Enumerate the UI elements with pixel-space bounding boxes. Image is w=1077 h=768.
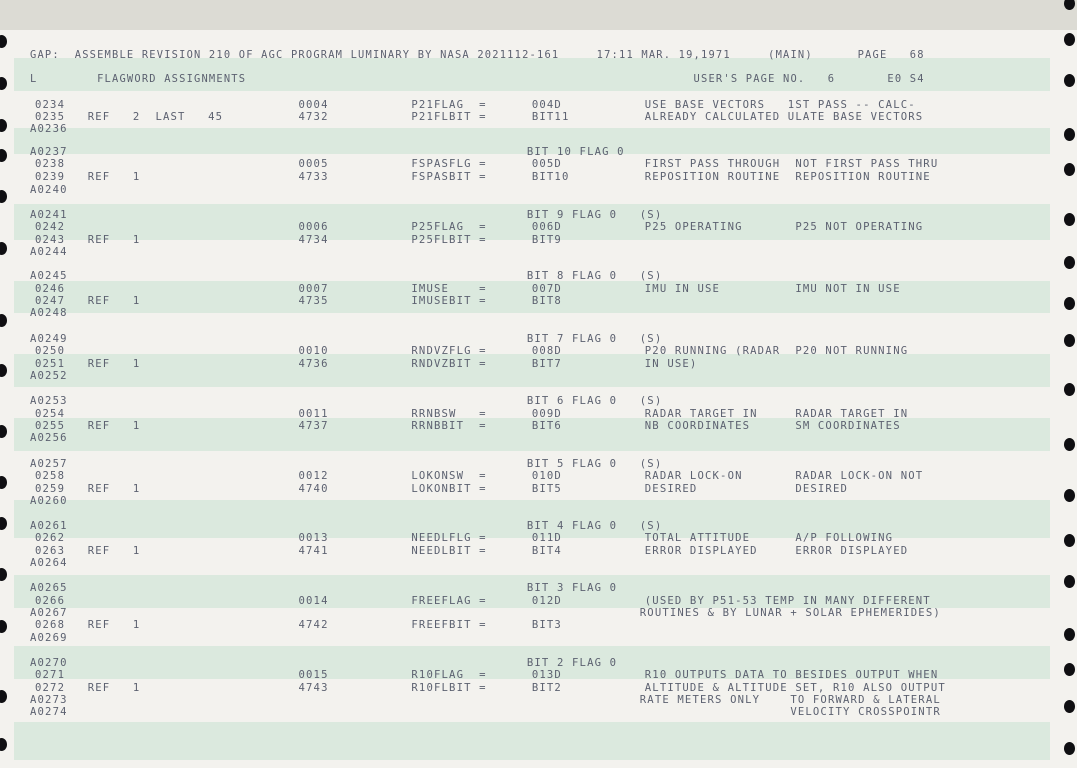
feed-hole-icon: [1064, 256, 1075, 269]
feed-hole-icon: [1064, 742, 1075, 755]
feed-hole-icon: [0, 242, 7, 255]
listing-line: A0237 BIT 10 FLAG 0: [30, 146, 625, 158]
listing-line: 0266 0014 FREEFLAG = 012D (USED BY P51-53 TEMP IN MANY DIFFERENT: [35, 595, 931, 607]
feed-hole-icon: [1064, 534, 1075, 547]
listing-line: A0240: [30, 184, 68, 196]
feed-hole-icon: [1064, 128, 1075, 141]
feed-hole-icon: [0, 35, 7, 48]
feed-hole-icon: [0, 425, 7, 438]
feed-hole-icon: [0, 620, 7, 633]
feed-hole-icon: [0, 517, 7, 530]
feed-hole-icon: [1064, 74, 1075, 87]
listing-line: A0270 BIT 2 FLAG 0: [30, 657, 618, 669]
listing-line: A0267 ROUTINES & BY LUNAR + SOLAR EPHEMERIDES): [30, 607, 941, 619]
listing-line: A0253 BIT 6 FLAG 0 (S): [30, 395, 663, 407]
feed-hole-icon: [0, 690, 7, 703]
listing-line: 0251 REF 1 4736 RNDVZBIT = BIT7 IN USE): [35, 358, 698, 370]
section-header: L FLAGWORD ASSIGNMENTS USER'S PAGE NO. 6 E0 S4: [30, 73, 925, 85]
listing-line: A0269: [30, 632, 68, 644]
listing-line: 0250 0010 RNDVZFLG = 008D P20 RUNNING (RADAR P20 NOT RUNNING: [35, 345, 909, 357]
feed-hole-icon: [0, 149, 7, 162]
listing-line: 0247 REF 1 4735 IMUSEBIT = BIT8: [35, 295, 562, 307]
feed-hole-icon: [1064, 334, 1075, 347]
listing-line: 0234 0004 P21FLAG = 004D USE BASE VECTORS 1ST PASS -- CALC-: [35, 99, 916, 111]
listing-line: 0258 0012 LOKONSW = 010D RADAR LOCK-ON RADAR LOCK-ON NOT: [35, 470, 924, 482]
green-bar: [14, 722, 1050, 760]
listing-line: 0263 REF 1 4741 NEEDLBIT = BIT4 ERROR DISPLAYED ERROR DISPLAYED: [35, 545, 909, 557]
listing-line: A0274 VELOCITY CROSSPOINTR: [30, 706, 941, 718]
listing-line: A0257 BIT 5 FLAG 0 (S): [30, 458, 663, 470]
listing-line: 0268 REF 1 4742 FREEFBIT = BIT3: [35, 619, 562, 631]
listing-line: A0252: [30, 370, 68, 382]
feed-hole-icon: [0, 190, 7, 203]
feed-hole-icon: [1064, 628, 1075, 641]
listing-line: A0256: [30, 432, 68, 444]
feed-hole-icon: [1064, 489, 1075, 502]
feed-hole-icon: [1064, 33, 1075, 46]
listing-line: A0248: [30, 307, 68, 319]
listing-line: 0262 0013 NEEDLFLG = 011D TOTAL ATTITUDE A/P FOLLOWING: [35, 532, 894, 544]
listing-line: 0255 REF 1 4737 RRNBBIT = BIT6 NB COORDINATES SM COORDINATES: [35, 420, 901, 432]
feed-hole-icon: [0, 738, 7, 751]
feed-hole-icon: [0, 119, 7, 132]
listing-line: A0249 BIT 7 FLAG 0 (S): [30, 333, 663, 345]
listing-line: A0241 BIT 9 FLAG 0 (S): [30, 209, 663, 221]
listing-line: 0272 REF 1 4743 R10FLBIT = BIT2 ALTITUDE & ALTITUDE SET, R10 ALSO OUTPUT: [35, 682, 946, 694]
feed-hole-icon: [1064, 700, 1075, 713]
feed-hole-icon: [1064, 575, 1075, 588]
listing-line: 0243 REF 1 4734 P25FLBIT = BIT9: [35, 234, 562, 246]
listing-line: 0254 0011 RRNBSW = 009D RADAR TARGET IN RADAR TARGET IN: [35, 408, 909, 420]
listing-line: A0245 BIT 8 FLAG 0 (S): [30, 270, 663, 282]
top-edge: [0, 0, 1077, 30]
feed-hole-icon: [1064, 438, 1075, 451]
feed-hole-icon: [1064, 663, 1075, 676]
feed-hole-icon: [0, 476, 7, 489]
feed-hole-icon: [0, 364, 7, 377]
listing-line: 0238 0005 FSPASFLG = 005D FIRST PASS THROUGH NOT FIRST PASS THRU: [35, 158, 939, 170]
feed-hole-icon: [0, 568, 7, 581]
listing-line: A0236: [30, 123, 68, 135]
listing-line: 0271 0015 R10FLAG = 013D R10 OUTPUTS DATA TO BESIDES OUTPUT WHEN: [35, 669, 939, 681]
listing-line: A0264: [30, 557, 68, 569]
feed-hole-icon: [0, 314, 7, 327]
feed-hole-icon: [0, 77, 7, 90]
feed-hole-icon: [1064, 383, 1075, 396]
feed-hole-icon: [1064, 297, 1075, 310]
listing-title: GAP: ASSEMBLE REVISION 210 OF AGC PROGRAM LUMINARY BY NASA 2021112-161 17:11 MAR. 19,1971 (MAIN) PAGE 68: [30, 49, 925, 61]
listing-line: 0242 0006 P25FLAG = 006D P25 OPERATING P25 NOT OPERATING: [35, 221, 924, 233]
feed-hole-icon: [1064, 163, 1075, 176]
listing-line: A0261 BIT 4 FLAG 0 (S): [30, 520, 663, 532]
listing-line: 0246 0007 IMUSE = 007D IMU IN USE IMU NOT IN USE: [35, 283, 901, 295]
listing-line: 0235 REF 2 LAST 45 4732 P21FLBIT = BIT11 ALREADY CALCULATED ULATE BASE VECTORS: [35, 111, 924, 123]
listing-line: A0265 BIT 3 FLAG 0: [30, 582, 618, 594]
listing-line: A0273 RATE METERS ONLY TO FORWARD & LATERAL: [30, 694, 941, 706]
feed-hole-icon: [1064, 213, 1075, 226]
listing-line: 0239 REF 1 4733 FSPASBIT = BIT10 REPOSITION ROUTINE REPOSITION ROUTINE: [35, 171, 931, 183]
listing-line: A0244: [30, 246, 68, 258]
listing-line: 0259 REF 1 4740 LOKONBIT = BIT5 DESIRED DESIRED: [35, 483, 849, 495]
listing-line: A0260: [30, 495, 68, 507]
